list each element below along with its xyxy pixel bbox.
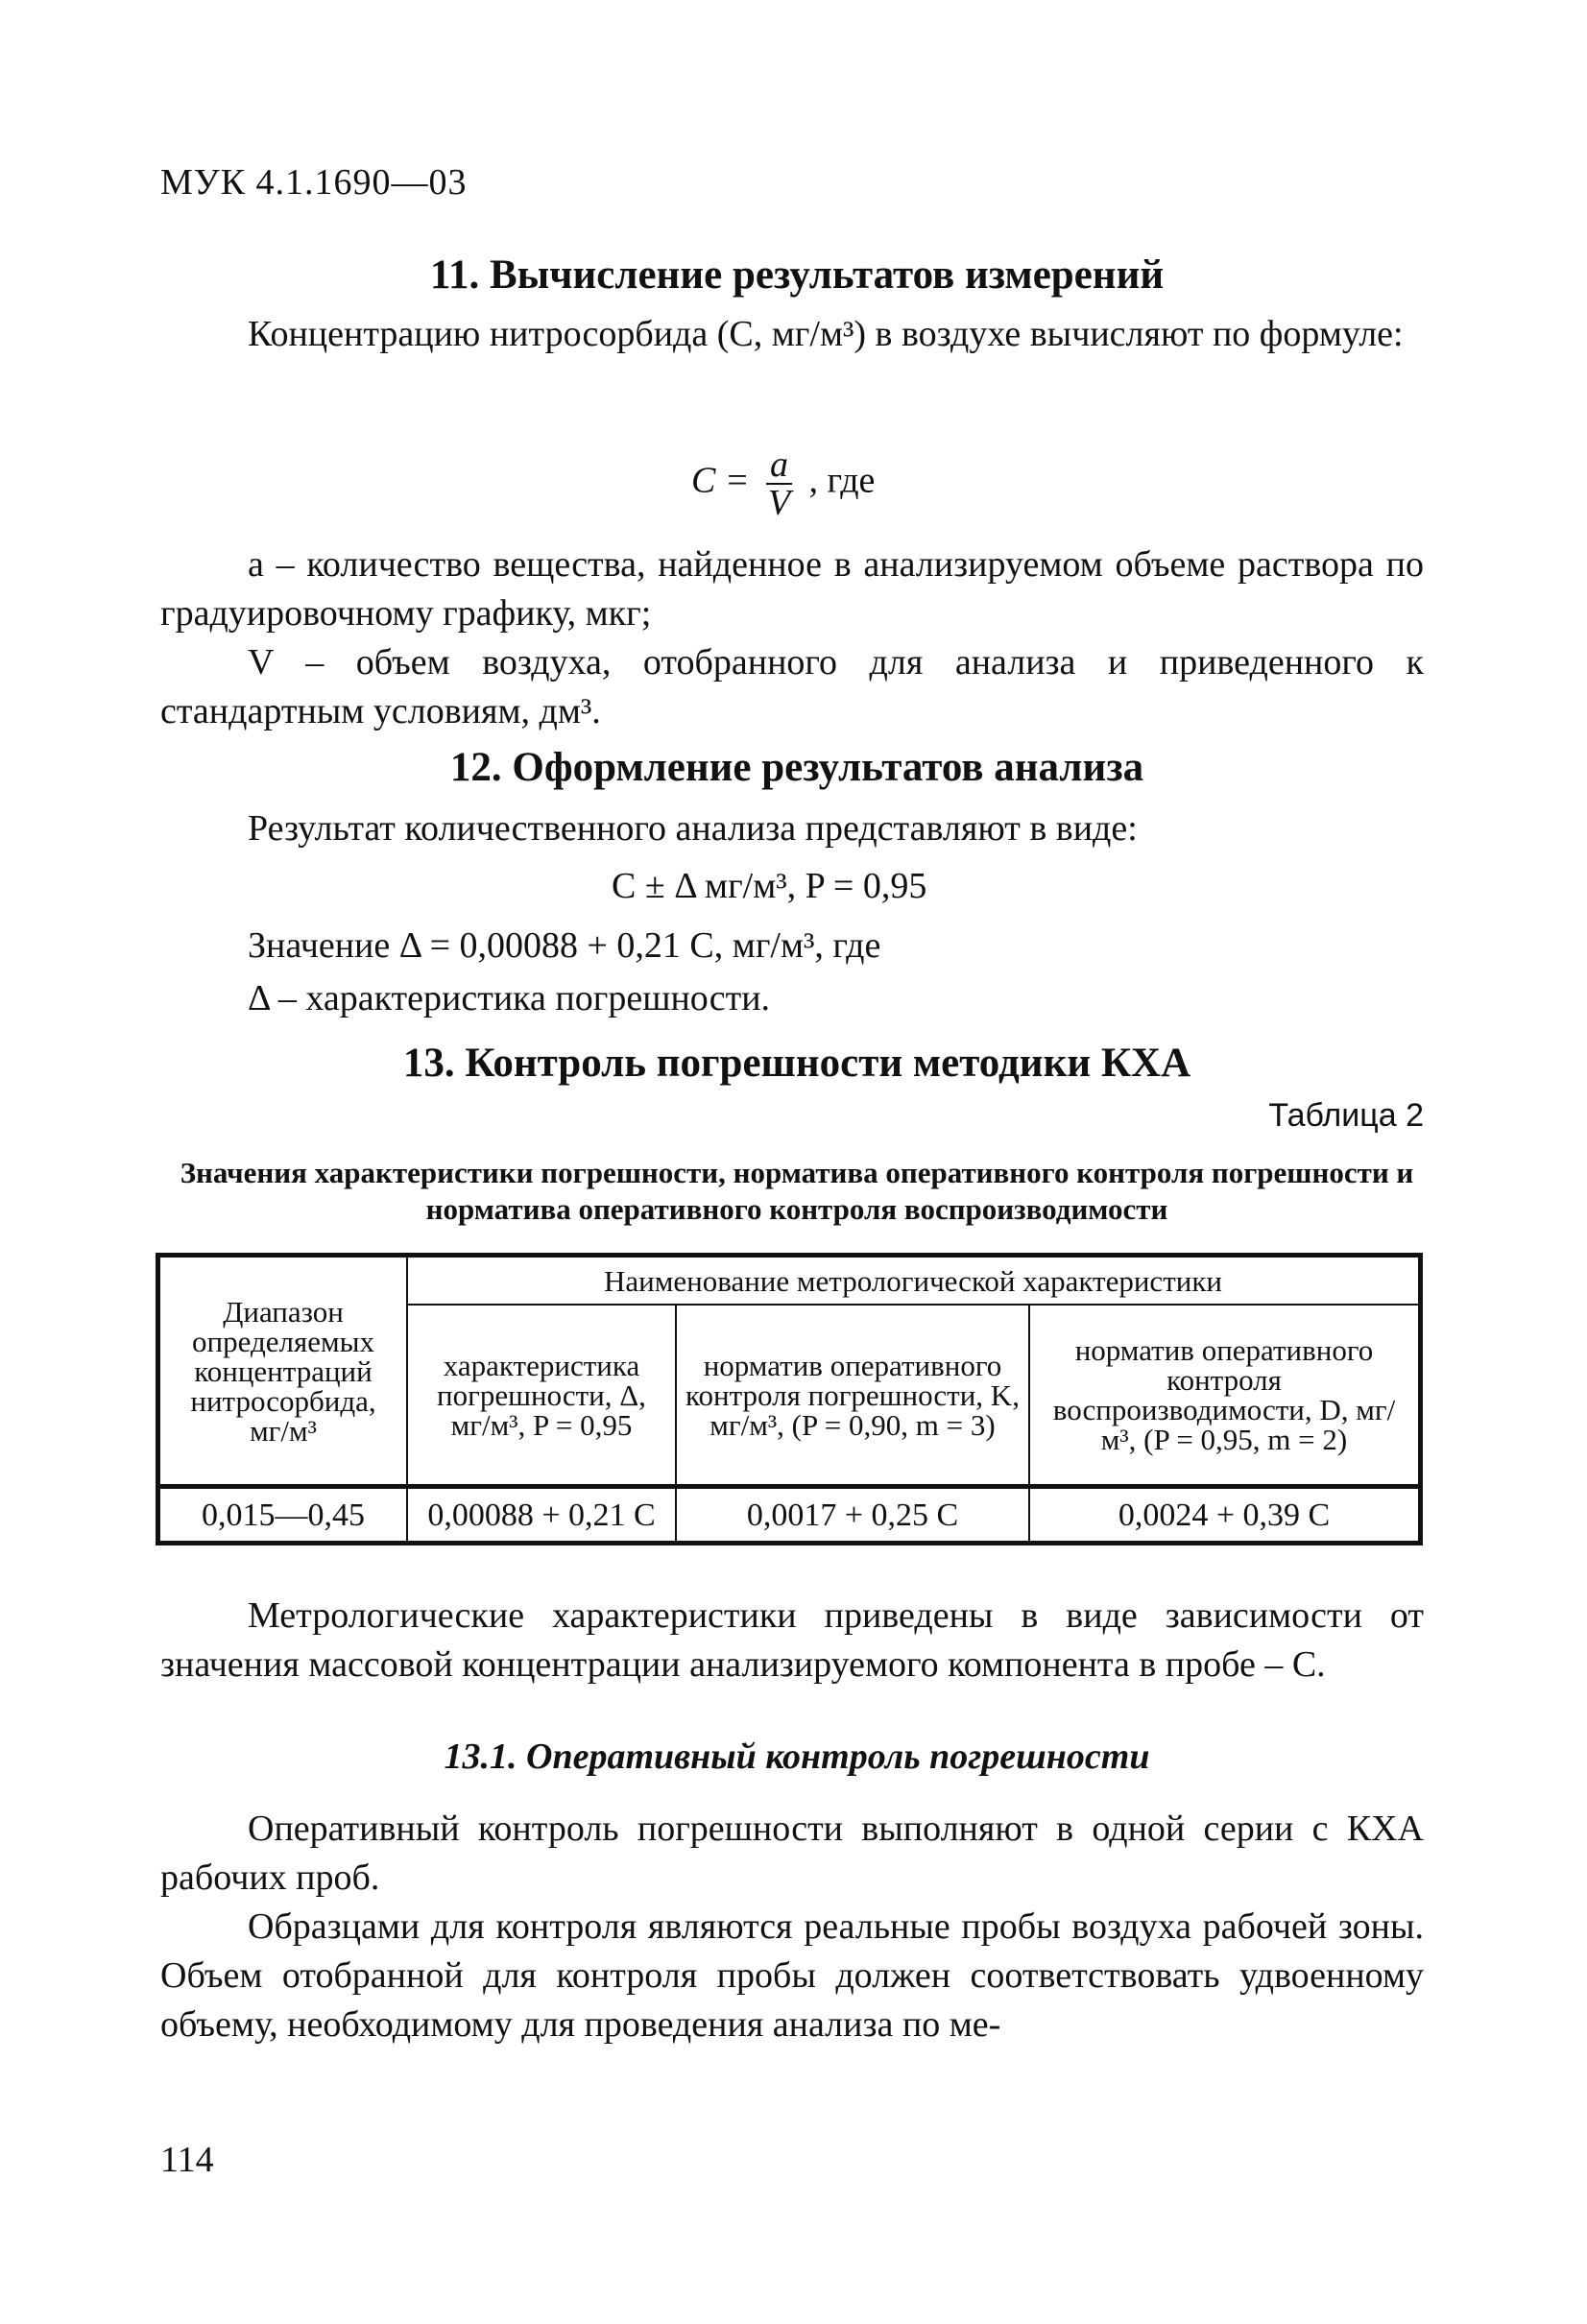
section-13-1-p1: Оперативный контроль погрешности выполняют в одной серии с КХА рабочих проб.	[160, 1809, 1424, 1898]
cell-control-d: 0,0024 + 0,39 C	[1029, 1487, 1421, 1544]
cell-range: 0,015—0,45	[158, 1487, 408, 1544]
col-control-k-header: норматив оперативного контроля погрешности, K, мг/м³, (P = 0,90, m = 3)	[676, 1305, 1029, 1487]
formula-denominator: V	[767, 483, 791, 523]
section-12-title: 12. Оформление результатов анализа	[449, 745, 1144, 790]
col-control-d-header: норматив оперативного контроля воспроизводимости, D, мг/м³, (P = 0,95, m = 2)	[1029, 1305, 1421, 1487]
table-row	[158, 1487, 1421, 1544]
definition-v: V – объем воздуха, отобранного для анализа и приведенного к стандартным условиям, дм³.	[160, 642, 1424, 731]
section-11-intro: Концентрацию нитросорбида (C, мг/м³) в воздухе вычисляют по формуле:	[248, 314, 1404, 354]
section-13-1-p2: Образцами для контроля являются реальные пробы воздуха рабочей зоны. Объем отобранной для контроля пробы должен соответствовать удвоенному объему, необходимому для проведения анализа по ме-	[160, 1906, 1424, 2045]
section-13-title: 13. Контроль погрешности методики КХА	[402, 1041, 1191, 1086]
formula-c	[691, 446, 875, 521]
delta-definition: Δ – характеристика погрешности.	[248, 978, 771, 1018]
formula-lhs: C =	[691, 460, 750, 501]
cell-error: 0,00088 + 0,21 C	[407, 1487, 676, 1544]
cell-control-k: 0,0017 + 0,25 C	[676, 1487, 1029, 1544]
definition-a: a – количество вещества, найденное в анализируемом объеме раствора по градуировочному графику, мкг;	[160, 544, 1424, 634]
col-error-header: характеристика погрешности, Δ, мг/м³, P = 0,95	[407, 1305, 676, 1487]
metrology-table	[156, 1253, 1423, 1545]
section-11-title: 11. Вычисление результатов измерений	[429, 252, 1165, 298]
formula-fraction	[766, 446, 792, 521]
formula-tail: , где	[808, 460, 876, 501]
page-number: 114	[160, 2140, 214, 2180]
table-caption: Значения характеристики погрешности, норматива оперативного контроля погрешности и норматива оперативного контроля воспроизводимости	[180, 1156, 1414, 1226]
section-12-intro: Результат количественного анализа представляют в виде:	[248, 808, 1138, 849]
table-number: Таблица 2	[1268, 1097, 1424, 1134]
delta-value: Значение Δ = 0,00088 + 0,21 C, мг/м³, где	[248, 925, 881, 966]
range-header: Диапазон определяемых концентраций нитросорбида, мг/м³	[158, 1256, 408, 1487]
after-table-text: Метрологические характеристики приведены в виде зависимости от значения массовой концентрации анализируемого компонента в пробе – C.	[160, 1595, 1424, 1685]
document-code: МУК 4.1.1690—03	[160, 162, 468, 203]
result-formula: C ± Δ мг/м³, P = 0,95	[612, 866, 927, 906]
group-header: Наименование метрологической характеристики	[407, 1256, 1421, 1306]
formula-numerator: a	[766, 446, 792, 485]
section-13-1-title: 13.1. Оперативный контроль погрешности	[444, 1737, 1150, 1777]
